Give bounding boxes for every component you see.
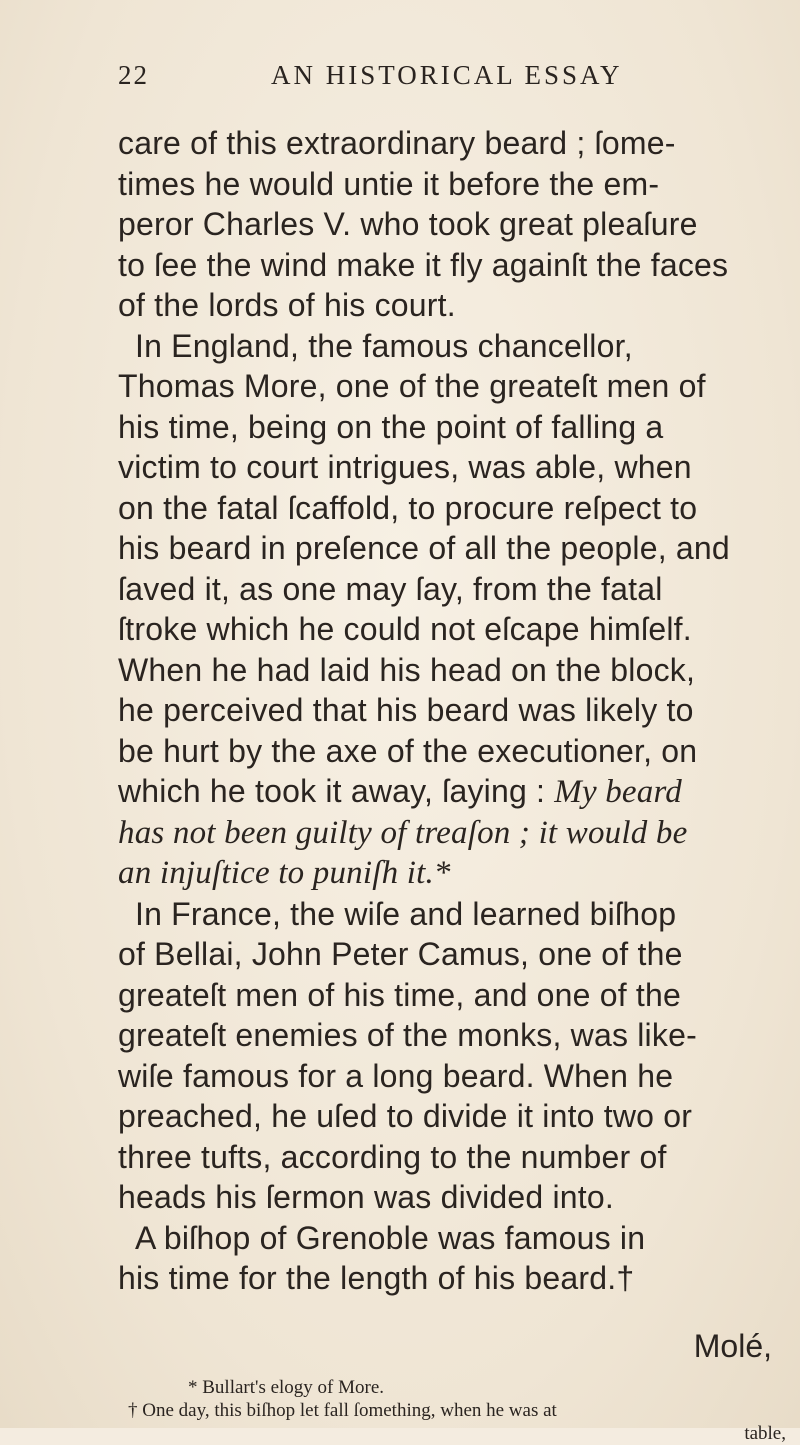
text-line: to ſee the wind make it fly againſt the faces [118, 246, 729, 283]
text-line: A biſhop of Grenoble was famous in [135, 1219, 646, 1256]
body-text [118, 123, 788, 1299]
text-line: greateſt men of his time, and one of the [118, 976, 681, 1013]
text-line: be hurt by the axe of the executioner, on [118, 732, 698, 769]
text-line: of the lords of his court. [118, 287, 456, 323]
page-header [118, 60, 708, 100]
text-line: In France, the wiſe and learned biſhop [135, 895, 677, 932]
text-line: Thomas More, one of the greateſt men of [118, 368, 706, 404]
text-line: peror Charles V. who took great pleaſure [118, 206, 698, 242]
footnote: * Bullart's elogy of More. [188, 1377, 385, 1398]
text-line: three tufts, according to the number of [118, 1138, 667, 1175]
page-number: 22 [118, 60, 149, 90]
text-line: wiſe famous for a long beard. When he [118, 1057, 674, 1094]
text-line: of Bellai, John Peter Camus, one of the [118, 936, 683, 972]
text-line: his beard in preſence of all the people, and [118, 530, 730, 566]
text-line: ſtroke which he could not eſcape himſelf. [118, 611, 692, 647]
text-fragment: which he took it away, ſaying : [118, 773, 546, 809]
quote-fragment: My beard [554, 774, 683, 810]
text-line: In England, the famous chancellor, [135, 327, 633, 364]
text-line: times he would untie it before the em- [118, 165, 660, 202]
catchword: Molé, [693, 1328, 772, 1364]
text-line: preached, he uſed to divide it into two or [118, 1098, 693, 1134]
text-line: victim to court intrigues, was able, when [118, 449, 692, 485]
quote-line: an injuſtice to puniſh it.* [118, 855, 451, 891]
text-line: his time for the length of his beard.† [118, 1260, 635, 1296]
text-line: heads his ſermon was divided into. [118, 1179, 614, 1215]
footnote: † One day, this biſhop let fall ſomething, when he was at [128, 1400, 557, 1421]
text-line: on the fatal ſcaffold, to procure reſpect to [118, 489, 698, 526]
text-line: ſaved it, as one may ſay, from the fatal [118, 570, 663, 607]
text-line: he perceived that his beard was likely to [118, 692, 694, 728]
footnotes [128, 1376, 788, 1445]
text-line: care of this extraordinary beard ; ſome- [118, 125, 676, 161]
running-head: AN HISTORICAL ESSAY [271, 60, 623, 90]
text-line: When he had laid his head on the block, [118, 651, 696, 688]
text-line [118, 771, 788, 813]
footnote-continuation: table, [744, 1423, 786, 1444]
text-line: his time, being on the point of falling a [118, 408, 664, 445]
quote-line: has not been guilty of treaſon ; it would be [118, 814, 688, 851]
text-line: greateſt enemies of the monks, was like- [118, 1017, 697, 1053]
